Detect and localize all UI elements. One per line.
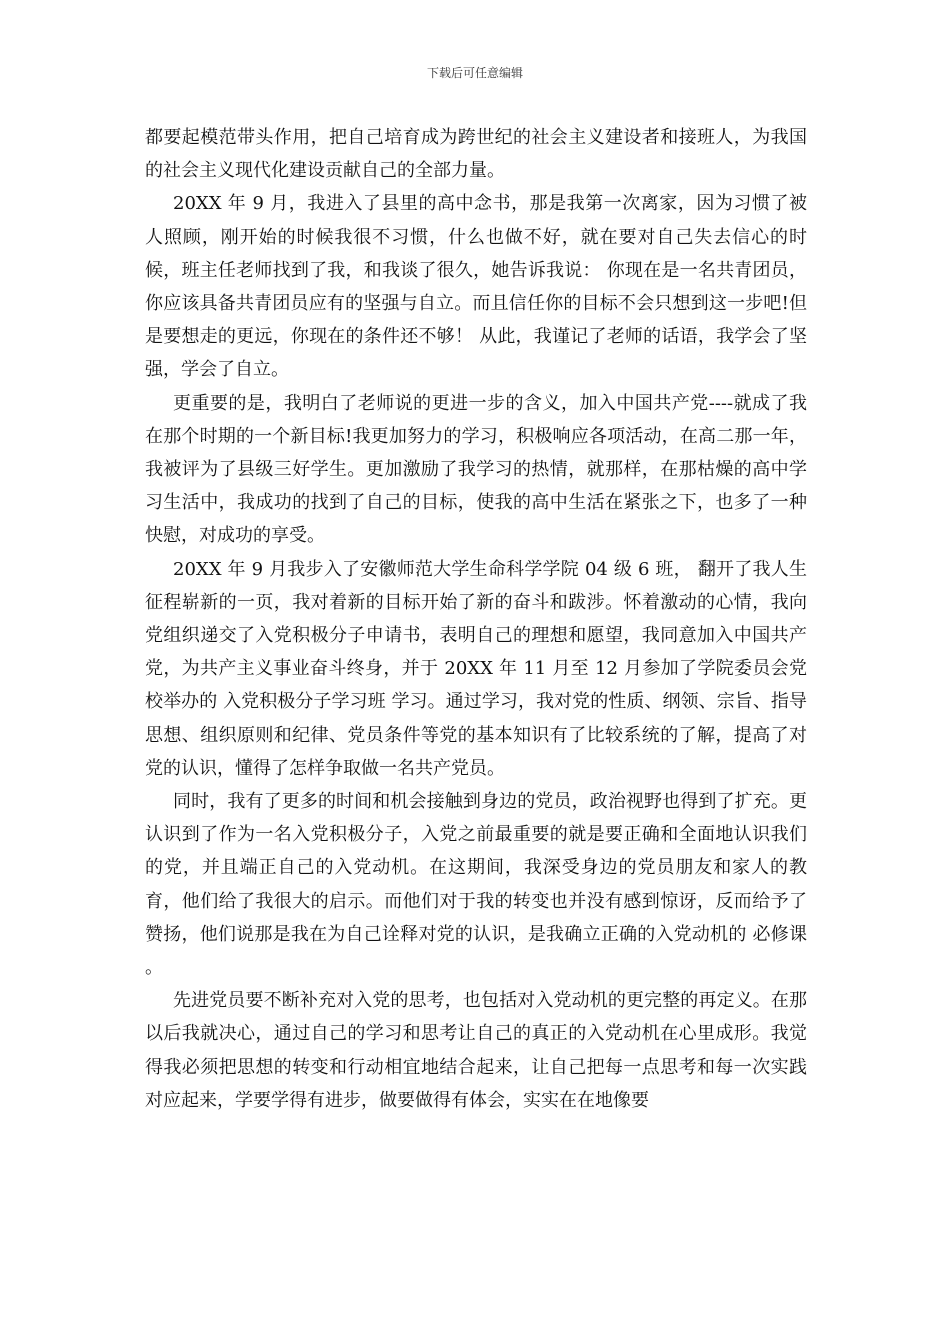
document-body [145, 121, 807, 1117]
paragraph-3: 更重要的是，我明白了老师说的更进一步的含义，加入中国共产党----就成了我在那个时期的一个新目标!我更加努力的学习，积极响应各项活动，在高二那一年，我被评为了县级三好学生。更加激励了我学习的热情，就那样，在那枯燥的高中学习生活中，我成功的找到了自己的目标，使我的高中生活在紧张之下，也多了一种快慰，对成功的享受。 [145, 392, 807, 547]
paragraph-6: 先进党员要不断补充对入党的思考，也包括对入党动机的更完整的再定义。在那以后我就决心，通过自己的学习和思考让自己的真正的入党动机在心里成形。我觉得我必须把思想的转变和行动相宜地结合起来，让自己把每一点思考和每一次实践对应起来，学要学得有进步，做要做得有体会，实实在在地像要 [145, 990, 807, 1111]
page-header: 下载后可任意编辑 [426, 66, 523, 80]
paragraph-2: 20XX 年 9 月，我进入了县里的高中念书，那是我第一次离家，因为习惯了被人照顾，刚开始的时候我很不习惯，什么也做不好，就在要对自己失去信心的时候，班主任老师找到了我，和我谈了很久，她告诉我说： 你现在是一名共青团员，你应该具备共青团员应有的坚强与自立。而且信任你的目标不会只想到这一步吧!但是要想走的更远，你现在的条件还不够！ 从此，我谨记了老师的话语，我学会了坚强，学会了自立。 [145, 193, 807, 381]
paragraph-1: 都要起模范带头作用，把自己培育成为跨世纪的社会主义建设者和接班人，为我国的社会主义现代化建设贡献自己的全部力量。 [145, 127, 807, 182]
paragraph-4: 20XX 年 9 月我步入了安徽师范大学生命科学学院 04 级 6 班， 翻开了我人生征程崭新的一页，我对着新的目标开始了新的奋斗和跋涉。怀着激动的心情，我向党组织递交了入党积极分子申请书，表明自己的理想和愿望，我同意加入中国共产党，为共产主义事业奋斗终身，并于 20XX 年 11 月至 12 月参加了学院委员会党校举办的 入党积极分子学习班 学习。通过学习，我对党的性质、纲领、宗旨、指导思想、组织原则和纪律、党员条件等党的基本知识有了比较系统的了解，提高了对党的认识，懂得了怎样争取做一名共产党员。 [145, 558, 807, 779]
paragraph-5: 同时，我有了更多的时间和机会接触到身边的党员，政治视野也得到了扩充。更认识到了作为一名入党积极分子，入党之前最重要的就是要正确和全面地认识我们的党，并且端正自己的入党动机。在这期间，我深受身边的党员朋友和家人的教育，他们给了我很大的启示。而他们对于我的转变也并没有感到惊讶，反而给予了赞扬，他们说那是我在为自己诠释对党的认识，是我确立正确的入党动机的 必修课 。 [145, 791, 807, 979]
